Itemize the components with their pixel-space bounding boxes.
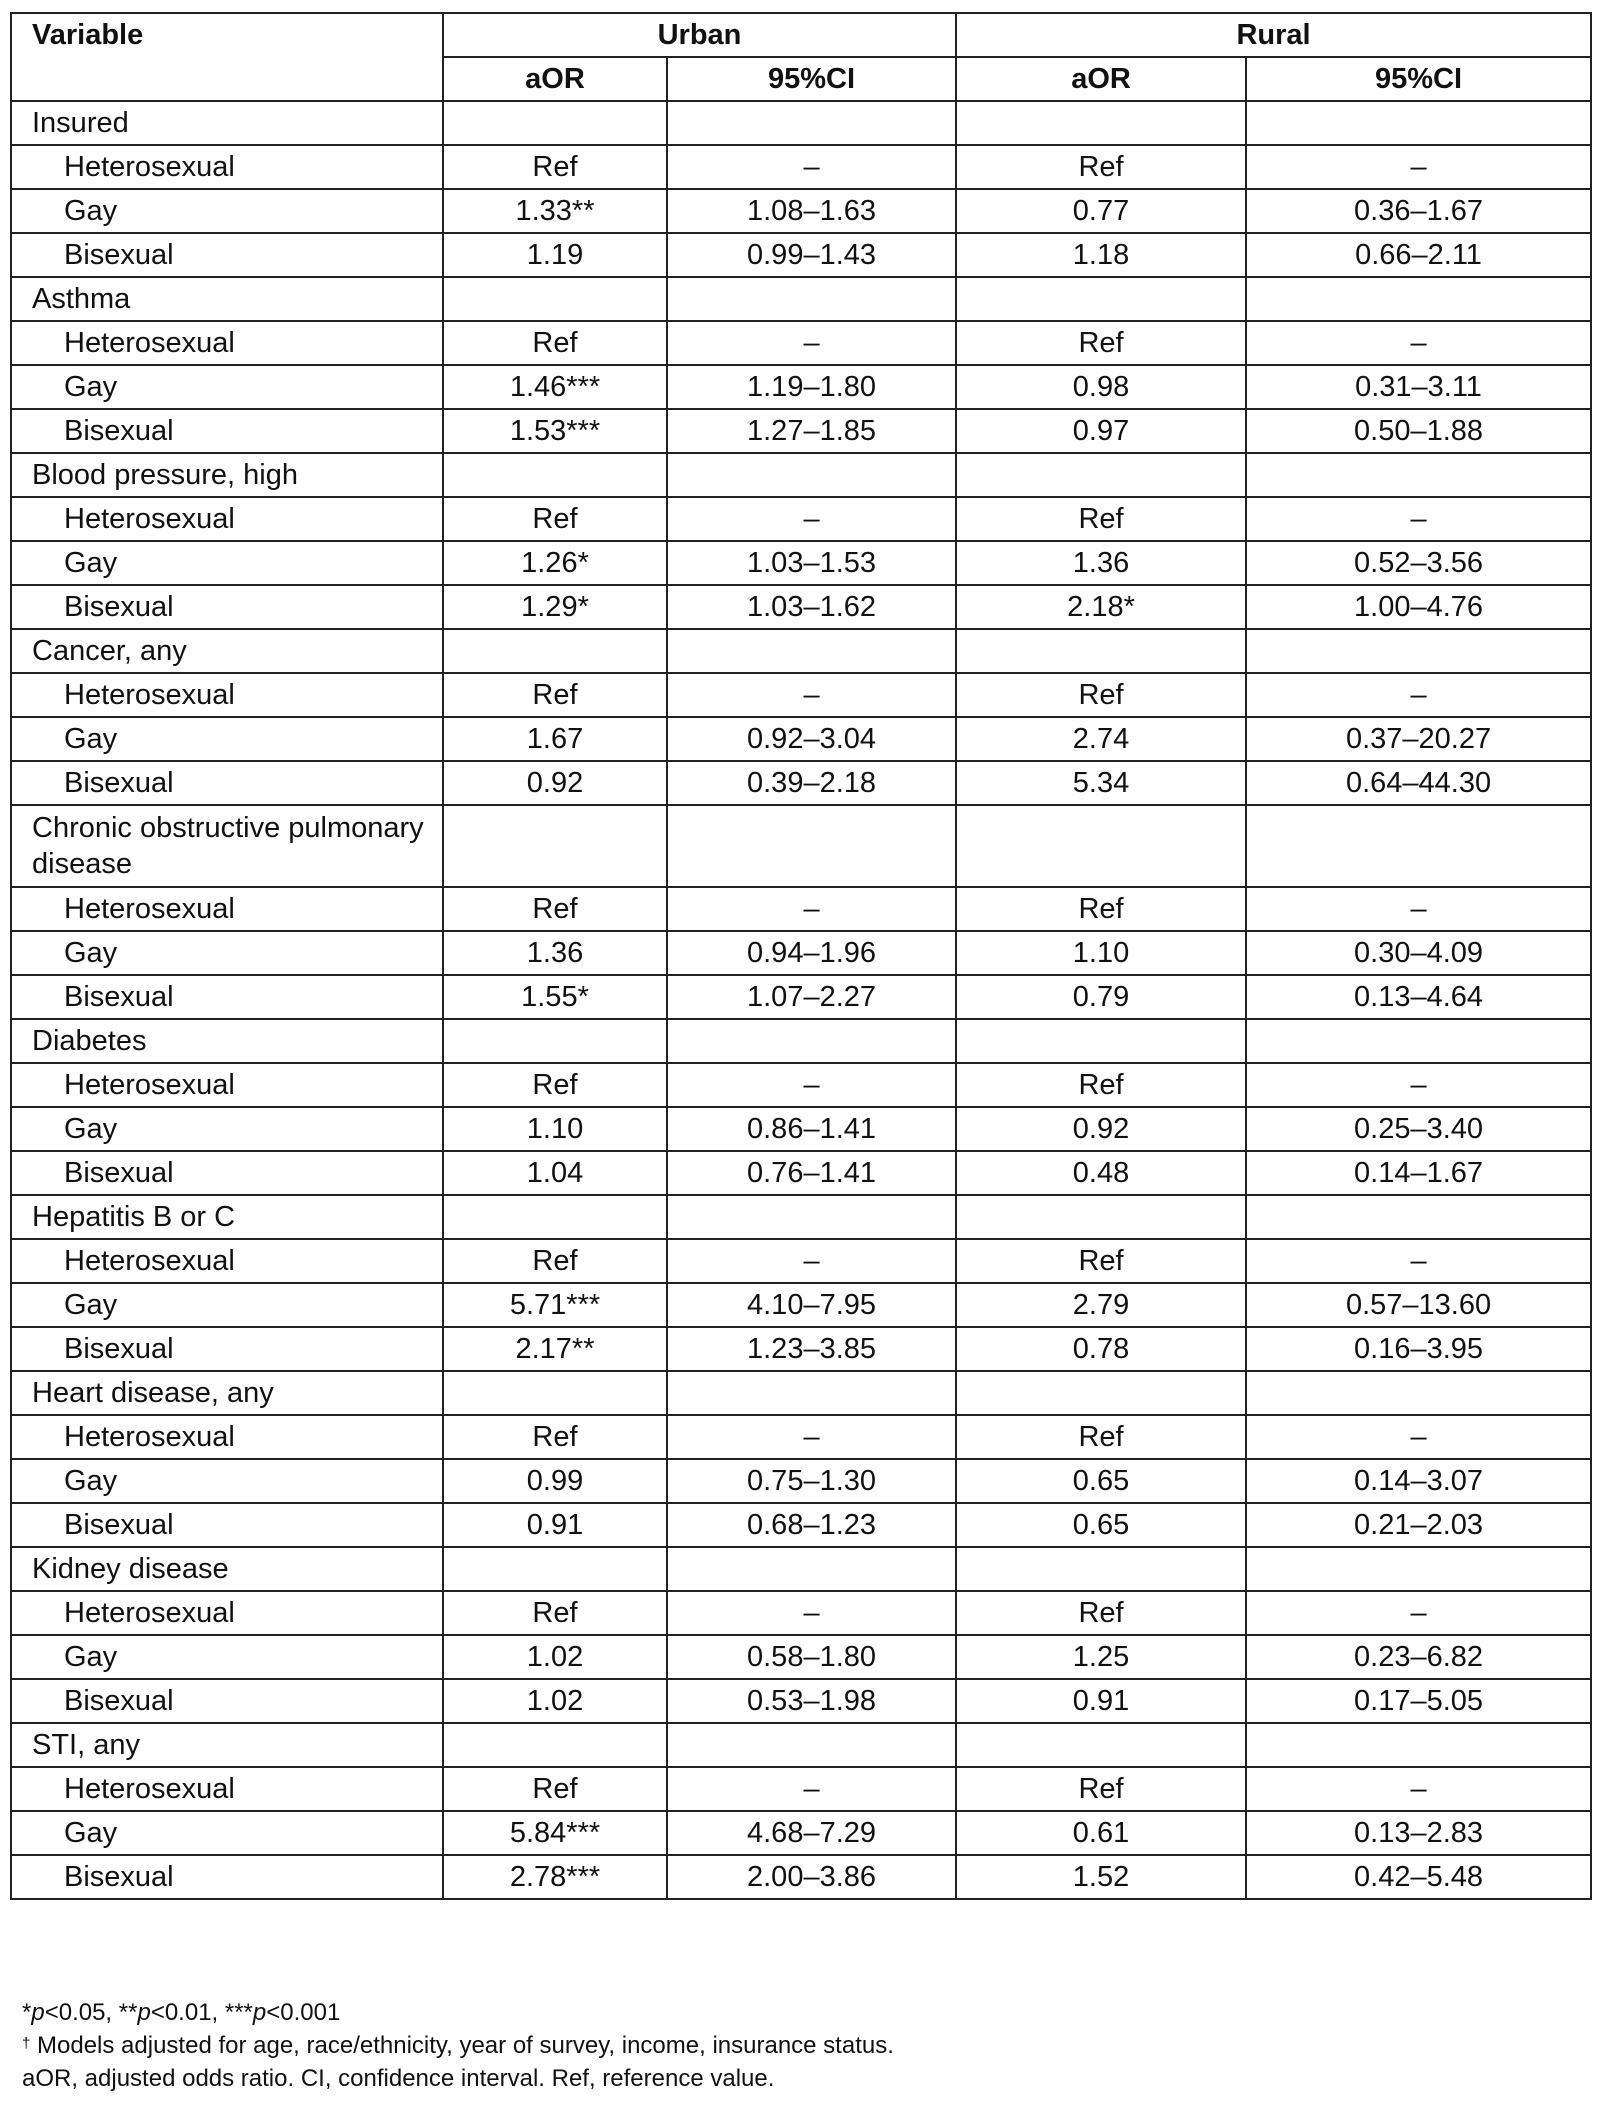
row-label: Gay (11, 717, 443, 761)
footnote-stars: * (22, 1999, 32, 2026)
cell-urban-ci: 0.58–1.80 (667, 1635, 956, 1679)
cell-rural-ci: 0.21–2.03 (1246, 1503, 1591, 1547)
footnote-threshold: <0.05, (44, 1999, 119, 2026)
section-row (11, 277, 1591, 321)
table-row (11, 409, 1591, 453)
cell-urban-aor: 1.02 (443, 1635, 667, 1679)
table-row (11, 1811, 1591, 1855)
cell-rural-ci: 0.16–3.95 (1246, 1327, 1591, 1371)
cell-rural-aor: 1.52 (956, 1855, 1246, 1899)
cell-urban-ci: – (667, 145, 956, 189)
cell-urban-aor: 1.46*** (443, 365, 667, 409)
cell-rural-ci: 1.00–4.76 (1246, 585, 1591, 629)
header-row-groups (11, 13, 1591, 57)
cell-urban-ci: 0.86–1.41 (667, 1107, 956, 1151)
row-label: Heterosexual (11, 145, 443, 189)
cell-urban-ci: – (667, 1591, 956, 1635)
cell-rural-aor: Ref (956, 1415, 1246, 1459)
table-row (11, 887, 1591, 931)
cell-urban-ci: – (667, 497, 956, 541)
row-label: Bisexual (11, 761, 443, 805)
cell-rural-ci: – (1246, 497, 1591, 541)
empty-cell (667, 1723, 956, 1767)
cell-urban-ci: 4.10–7.95 (667, 1283, 956, 1327)
empty-cell (1246, 1371, 1591, 1415)
table-row (11, 761, 1591, 805)
section-title: Chronic obstructive pulmonary disease (11, 805, 443, 887)
section-row (11, 1019, 1591, 1063)
row-label: Bisexual (11, 1855, 443, 1899)
cell-rural-aor: 1.36 (956, 541, 1246, 585)
empty-cell (1246, 1019, 1591, 1063)
table-row (11, 585, 1591, 629)
cell-urban-ci: 1.03–1.53 (667, 541, 956, 585)
empty-cell (667, 1371, 956, 1415)
empty-cell (1246, 1723, 1591, 1767)
cell-rural-ci: 0.17–5.05 (1246, 1679, 1591, 1723)
cell-rural-ci: 0.14–3.07 (1246, 1459, 1591, 1503)
footnote-threshold: <0.001 (266, 1999, 341, 2026)
cell-urban-ci: 1.27–1.85 (667, 409, 956, 453)
cell-rural-ci: 0.30–4.09 (1246, 931, 1591, 975)
cell-urban-aor: Ref (443, 321, 667, 365)
cell-urban-aor: 1.26* (443, 541, 667, 585)
section-row (11, 805, 1591, 887)
table-row (11, 931, 1591, 975)
cell-rural-aor: 1.18 (956, 233, 1246, 277)
row-label: Heterosexual (11, 673, 443, 717)
section-row (11, 101, 1591, 145)
empty-cell (956, 453, 1246, 497)
footnote-abbreviations: aOR, adjusted odds ratio. CI, confidence interval. Ref, reference value. (22, 2065, 775, 2092)
cell-urban-aor: Ref (443, 497, 667, 541)
cell-rural-ci: 0.31–3.11 (1246, 365, 1591, 409)
table-footnotes (22, 1996, 894, 2095)
cell-rural-aor: Ref (956, 1767, 1246, 1811)
cell-rural-ci: 0.13–4.64 (1246, 975, 1591, 1019)
cell-rural-aor: 0.92 (956, 1107, 1246, 1151)
empty-cell (443, 1019, 667, 1063)
footnote-significance (22, 1996, 894, 2029)
column-header-variable: Variable (11, 13, 443, 101)
section-title: Heart disease, any (11, 1371, 443, 1415)
cell-urban-ci: 1.03–1.62 (667, 585, 956, 629)
cell-urban-aor: 0.99 (443, 1459, 667, 1503)
cell-rural-aor: Ref (956, 1591, 1246, 1635)
cell-rural-aor: 0.79 (956, 975, 1246, 1019)
cell-urban-aor: Ref (443, 145, 667, 189)
section-row (11, 1195, 1591, 1239)
table-row (11, 145, 1591, 189)
row-label: Gay (11, 931, 443, 975)
table-row (11, 1107, 1591, 1151)
footnote-p: p (252, 1999, 267, 2026)
cell-rural-ci: – (1246, 145, 1591, 189)
empty-cell (667, 277, 956, 321)
section-row (11, 1723, 1591, 1767)
table-row (11, 673, 1591, 717)
row-label: Gay (11, 365, 443, 409)
cell-urban-aor: 2.78*** (443, 1855, 667, 1899)
row-label: Bisexual (11, 1327, 443, 1371)
cell-urban-ci: 0.92–3.04 (667, 717, 956, 761)
cell-rural-ci: 0.25–3.40 (1246, 1107, 1591, 1151)
empty-cell (443, 277, 667, 321)
cell-urban-ci: 0.94–1.96 (667, 931, 956, 975)
table-row (11, 1459, 1591, 1503)
cell-rural-aor: 0.65 (956, 1503, 1246, 1547)
cell-rural-aor: 5.34 (956, 761, 1246, 805)
cell-rural-aor: 1.10 (956, 931, 1246, 975)
cell-urban-aor: 5.84*** (443, 1811, 667, 1855)
footnote-threshold: <0.01, (150, 1999, 225, 2026)
cell-urban-aor: 2.17** (443, 1327, 667, 1371)
table-row (11, 1503, 1591, 1547)
empty-cell (956, 1019, 1246, 1063)
section-row (11, 1371, 1591, 1415)
dagger-mark: † (22, 2035, 31, 2052)
cell-urban-aor: 1.36 (443, 931, 667, 975)
cell-rural-aor: 2.74 (956, 717, 1246, 761)
cell-rural-aor: 0.78 (956, 1327, 1246, 1371)
column-header-urban-ci: 95%CI (667, 57, 956, 101)
empty-cell (1246, 629, 1591, 673)
cell-urban-ci: 4.68–7.29 (667, 1811, 956, 1855)
empty-cell (956, 277, 1246, 321)
empty-cell (667, 1019, 956, 1063)
cell-rural-ci: 0.52–3.56 (1246, 541, 1591, 585)
table-row (11, 1151, 1591, 1195)
row-label: Gay (11, 1811, 443, 1855)
row-label: Gay (11, 1283, 443, 1327)
empty-cell (443, 453, 667, 497)
empty-cell (443, 1547, 667, 1591)
section-title: STI, any (11, 1723, 443, 1767)
cell-rural-ci: – (1246, 673, 1591, 717)
cell-urban-aor: Ref (443, 1415, 667, 1459)
table-row (11, 189, 1591, 233)
empty-cell (443, 805, 667, 887)
row-label: Heterosexual (11, 497, 443, 541)
cell-rural-ci: 0.23–6.82 (1246, 1635, 1591, 1679)
cell-rural-aor: 0.91 (956, 1679, 1246, 1723)
section-title: Hepatitis B or C (11, 1195, 443, 1239)
cell-urban-aor: 1.67 (443, 717, 667, 761)
empty-cell (1246, 1547, 1591, 1591)
row-label: Heterosexual (11, 1415, 443, 1459)
table-row (11, 497, 1591, 541)
cell-rural-aor: Ref (956, 145, 1246, 189)
table-row (11, 1767, 1591, 1811)
cell-rural-ci: 0.57–13.60 (1246, 1283, 1591, 1327)
cell-rural-ci: – (1246, 321, 1591, 365)
empty-cell (667, 453, 956, 497)
cell-urban-aor: 1.19 (443, 233, 667, 277)
empty-cell (1246, 277, 1591, 321)
empty-cell (956, 101, 1246, 145)
row-label: Bisexual (11, 1503, 443, 1547)
cell-urban-ci: 1.08–1.63 (667, 189, 956, 233)
cell-urban-ci: – (667, 1239, 956, 1283)
cell-rural-aor: 0.77 (956, 189, 1246, 233)
empty-cell (667, 1195, 956, 1239)
row-label: Gay (11, 1635, 443, 1679)
section-title: Blood pressure, high (11, 453, 443, 497)
cell-urban-ci: 2.00–3.86 (667, 1855, 956, 1899)
section-row (11, 629, 1591, 673)
empty-cell (667, 629, 956, 673)
row-label: Heterosexual (11, 1767, 443, 1811)
cell-rural-aor: 0.97 (956, 409, 1246, 453)
cell-urban-aor: Ref (443, 1591, 667, 1635)
cell-rural-ci: 0.64–44.30 (1246, 761, 1591, 805)
empty-cell (1246, 101, 1591, 145)
empty-cell (1246, 1195, 1591, 1239)
cell-rural-aor: 2.79 (956, 1283, 1246, 1327)
cell-urban-ci: – (667, 1415, 956, 1459)
cell-rural-ci: – (1246, 887, 1591, 931)
empty-cell (667, 101, 956, 145)
footnote-stars: *** (224, 1999, 253, 2026)
cell-rural-aor: 1.25 (956, 1635, 1246, 1679)
table-row (11, 717, 1591, 761)
cell-urban-ci: – (667, 1767, 956, 1811)
empty-cell (956, 1371, 1246, 1415)
cell-rural-aor: 0.61 (956, 1811, 1246, 1855)
table-row (11, 975, 1591, 1019)
cell-urban-ci: 0.76–1.41 (667, 1151, 956, 1195)
row-label: Heterosexual (11, 887, 443, 931)
cell-urban-ci: 1.07–2.27 (667, 975, 956, 1019)
table-row (11, 1063, 1591, 1107)
column-group-rural: Rural (956, 13, 1591, 57)
section-row (11, 453, 1591, 497)
row-label: Heterosexual (11, 321, 443, 365)
cell-urban-aor: Ref (443, 1063, 667, 1107)
empty-cell (443, 1723, 667, 1767)
cell-rural-aor: Ref (956, 497, 1246, 541)
table-row (11, 365, 1591, 409)
cell-urban-aor: Ref (443, 673, 667, 717)
cell-rural-ci: – (1246, 1767, 1591, 1811)
cell-urban-ci: – (667, 1063, 956, 1107)
row-label: Bisexual (11, 1679, 443, 1723)
cell-urban-ci: – (667, 321, 956, 365)
cell-urban-ci: 1.19–1.80 (667, 365, 956, 409)
row-label: Heterosexual (11, 1239, 443, 1283)
table-row (11, 1679, 1591, 1723)
cell-urban-ci: 1.23–3.85 (667, 1327, 956, 1371)
section-title: Asthma (11, 277, 443, 321)
cell-rural-ci: 0.37–20.27 (1246, 717, 1591, 761)
empty-cell (443, 1195, 667, 1239)
cell-urban-aor: Ref (443, 887, 667, 931)
empty-cell (1246, 805, 1591, 887)
footnote-p: p (137, 1999, 151, 2026)
cell-urban-ci: 0.53–1.98 (667, 1679, 956, 1723)
row-label: Bisexual (11, 585, 443, 629)
cell-urban-aor: 5.71*** (443, 1283, 667, 1327)
odds-ratio-table-container (10, 12, 1590, 1900)
empty-cell (443, 629, 667, 673)
cell-urban-ci: – (667, 887, 956, 931)
cell-urban-aor: 1.53*** (443, 409, 667, 453)
row-label: Bisexual (11, 1151, 443, 1195)
empty-cell (956, 1195, 1246, 1239)
cell-rural-aor: Ref (956, 673, 1246, 717)
table-row (11, 233, 1591, 277)
row-label: Bisexual (11, 975, 443, 1019)
cell-rural-ci: – (1246, 1239, 1591, 1283)
empty-cell (1246, 453, 1591, 497)
column-group-urban: Urban (443, 13, 956, 57)
table-body (11, 101, 1591, 1899)
cell-rural-ci: 0.14–1.67 (1246, 1151, 1591, 1195)
row-label: Gay (11, 541, 443, 585)
table-row (11, 541, 1591, 585)
row-label: Bisexual (11, 233, 443, 277)
cell-rural-ci: – (1246, 1415, 1591, 1459)
odds-ratio-table (10, 12, 1592, 1900)
cell-rural-ci: 0.13–2.83 (1246, 1811, 1591, 1855)
cell-urban-aor: 1.55* (443, 975, 667, 1019)
cell-urban-aor: 1.33** (443, 189, 667, 233)
empty-cell (443, 1371, 667, 1415)
table-row (11, 1635, 1591, 1679)
empty-cell (667, 805, 956, 887)
row-label: Gay (11, 1459, 443, 1503)
table-row (11, 1327, 1591, 1371)
cell-urban-aor: 1.04 (443, 1151, 667, 1195)
row-label: Heterosexual (11, 1063, 443, 1107)
cell-urban-aor: 1.29* (443, 585, 667, 629)
cell-rural-ci: – (1246, 1063, 1591, 1107)
cell-urban-aor: 0.92 (443, 761, 667, 805)
footnote-adjustment-text: Models adjusted for age, race/ethnicity, year of survey, income, insurance status. (30, 2032, 894, 2059)
row-label: Heterosexual (11, 1591, 443, 1635)
cell-urban-ci: – (667, 673, 956, 717)
empty-cell (956, 1547, 1246, 1591)
cell-rural-aor: 0.65 (956, 1459, 1246, 1503)
cell-urban-aor: 0.91 (443, 1503, 667, 1547)
section-title: Insured (11, 101, 443, 145)
cell-urban-ci: 0.68–1.23 (667, 1503, 956, 1547)
cell-rural-aor: Ref (956, 1063, 1246, 1107)
cell-rural-ci: 0.42–5.48 (1246, 1855, 1591, 1899)
column-header-rural-aor: aOR (956, 57, 1246, 101)
cell-rural-aor: Ref (956, 887, 1246, 931)
table-row (11, 1283, 1591, 1327)
table-header (11, 13, 1591, 101)
section-row (11, 1547, 1591, 1591)
cell-rural-aor: Ref (956, 1239, 1246, 1283)
cell-urban-aor: Ref (443, 1767, 667, 1811)
table-row (11, 321, 1591, 365)
cell-rural-ci: 0.66–2.11 (1246, 233, 1591, 277)
section-title: Diabetes (11, 1019, 443, 1063)
footnote-adjustment (22, 2029, 894, 2062)
empty-cell (667, 1547, 956, 1591)
table-row (11, 1239, 1591, 1283)
row-label: Gay (11, 1107, 443, 1151)
cell-urban-ci: 0.99–1.43 (667, 233, 956, 277)
empty-cell (956, 629, 1246, 673)
empty-cell (443, 101, 667, 145)
cell-urban-ci: 0.75–1.30 (667, 1459, 956, 1503)
cell-rural-aor: Ref (956, 321, 1246, 365)
cell-rural-aor: 0.98 (956, 365, 1246, 409)
empty-cell (956, 1723, 1246, 1767)
empty-cell (956, 805, 1246, 887)
footnote-stars: ** (118, 1999, 138, 2026)
section-title: Kidney disease (11, 1547, 443, 1591)
cell-urban-ci: 0.39–2.18 (667, 761, 956, 805)
cell-rural-aor: 2.18* (956, 585, 1246, 629)
table-row (11, 1591, 1591, 1635)
cell-rural-aor: 0.48 (956, 1151, 1246, 1195)
table-row (11, 1855, 1591, 1899)
column-header-rural-ci: 95%CI (1246, 57, 1591, 101)
cell-urban-aor: 1.10 (443, 1107, 667, 1151)
cell-urban-aor: 1.02 (443, 1679, 667, 1723)
column-header-urban-aor: aOR (443, 57, 667, 101)
section-title: Cancer, any (11, 629, 443, 673)
cell-rural-ci: 0.36–1.67 (1246, 189, 1591, 233)
row-label: Bisexual (11, 409, 443, 453)
row-label: Gay (11, 189, 443, 233)
cell-rural-ci: – (1246, 1591, 1591, 1635)
table-row (11, 1415, 1591, 1459)
footnote-p: p (31, 1999, 45, 2026)
cell-urban-aor: Ref (443, 1239, 667, 1283)
cell-rural-ci: 0.50–1.88 (1246, 409, 1591, 453)
